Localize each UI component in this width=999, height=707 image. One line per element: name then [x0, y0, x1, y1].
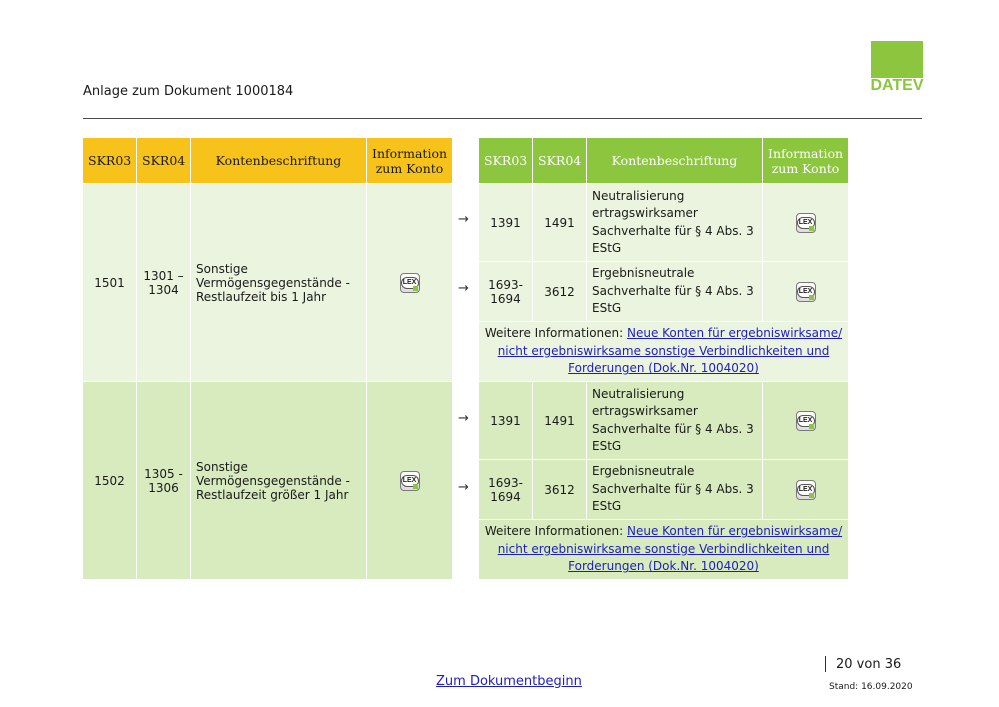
back-to-top-link[interactable]: Zum Dokumentbeginn — [436, 674, 582, 689]
skr03-cell: 1391 — [479, 184, 533, 262]
datev-logo-text: DATEV — [870, 77, 924, 94]
lex-icon-label: LEX — [401, 475, 419, 487]
col-header-skr04: SKR04 — [533, 138, 587, 184]
skr03-cell: 1501 — [83, 184, 137, 382]
col-header-skr03: SKR03 — [479, 138, 533, 184]
info-cell — [763, 460, 849, 520]
skr04-cell: 3612 — [533, 262, 587, 322]
skr03-cell: 1502 — [83, 382, 137, 580]
table-row — [479, 460, 849, 520]
more-info-cell — [479, 520, 849, 580]
new-accounts-table — [478, 137, 849, 580]
header-divider — [83, 118, 922, 119]
more-info-prefix: Weitere Informationen: — [484, 524, 624, 539]
lex-icon-label: LEX — [797, 286, 815, 298]
lex-icon[interactable] — [796, 282, 816, 302]
info-cell — [763, 382, 849, 460]
arrow-right-icon: → — [458, 212, 469, 227]
skr04-cell: 1305 - 1306 — [137, 382, 191, 580]
col-header-skr04: SKR04 — [137, 138, 191, 184]
col-header-skr03: SKR03 — [83, 138, 137, 184]
label-cell: Neutralisierung ertragswirksamer Sachverhalte für § 4 Abs. 3 EStG — [587, 382, 763, 460]
lex-icon-label: LEX — [797, 484, 815, 496]
info-cell — [367, 184, 453, 382]
datev-logo-square — [871, 41, 923, 78]
more-info-link[interactable]: Neue Konten für ergebniswirksame/ nicht ergebniswirksame sonstige Verbindlichkeiten und Forderungen (Dok.Nr. 1004020) — [497, 524, 843, 574]
lex-icon[interactable] — [796, 213, 816, 233]
table-header-row — [83, 138, 453, 184]
more-info-row — [479, 520, 849, 580]
document-title: Anlage zum Dokument 1000184 — [83, 84, 294, 99]
page-number: 20 von 36 — [836, 657, 902, 672]
skr03-cell: 1391 — [479, 382, 533, 460]
document-date: Stand: 16.09.2020 — [829, 682, 913, 692]
skr04-cell: 3612 — [533, 460, 587, 520]
lex-icon-label: LEX — [797, 217, 815, 229]
page-number-divider — [825, 656, 826, 672]
info-cell — [763, 262, 849, 322]
table-row — [83, 184, 453, 382]
lex-icon-label: LEX — [401, 277, 419, 289]
lex-icon[interactable] — [796, 480, 816, 500]
col-header-label: Kontenbeschriftung — [191, 138, 367, 184]
more-info-link[interactable]: Neue Konten für ergebniswirksame/ nicht ergebniswirksame sonstige Verbindlichkeiten und Forderungen (Dok.Nr. 1004020) — [497, 326, 843, 376]
info-cell — [367, 382, 453, 580]
info-cell — [763, 184, 849, 262]
label-cell: Sonstige Vermögensgegenstände - Restlaufzeit größer 1 Jahr — [191, 382, 367, 580]
table-row — [479, 382, 849, 460]
skr04-cell: 1491 — [533, 382, 587, 460]
more-info-row — [479, 322, 849, 382]
arrow-right-icon: → — [458, 281, 469, 296]
label-cell: Sonstige Vermögensgegenstände - Restlaufzeit bis 1 Jahr — [191, 184, 367, 382]
col-header-label: Kontenbeschriftung — [587, 138, 763, 184]
skr03-cell: 1693-1694 — [479, 460, 533, 520]
arrow-right-icon: → — [458, 411, 469, 426]
col-header-info: Information zum Konto — [763, 138, 849, 184]
label-cell: Ergebnisneutrale Sachverhalte für § 4 Abs. 3 EStG — [587, 460, 763, 520]
skr04-cell: 1491 — [533, 184, 587, 262]
more-info-prefix: Weitere Informationen: — [484, 326, 624, 341]
label-cell: Ergebnisneutrale Sachverhalte für § 4 Abs. 3 EStG — [587, 262, 763, 322]
table-row — [83, 382, 453, 580]
lex-icon[interactable] — [400, 273, 420, 293]
skr04-cell: 1301 – 1304 — [137, 184, 191, 382]
skr03-cell: 1693-1694 — [479, 262, 533, 322]
label-cell: Neutralisierung ertragswirksamer Sachverhalte für § 4 Abs. 3 EStG — [587, 184, 763, 262]
table-header-row — [479, 138, 849, 184]
table-row — [479, 262, 849, 322]
lex-icon[interactable] — [796, 411, 816, 431]
lex-icon-label: LEX — [797, 415, 815, 427]
lex-icon[interactable] — [400, 471, 420, 491]
col-header-info: Information zum Konto — [367, 138, 453, 184]
arrow-right-icon: → — [458, 480, 469, 495]
more-info-cell — [479, 322, 849, 382]
old-accounts-table — [82, 137, 453, 580]
table-row — [479, 184, 849, 262]
